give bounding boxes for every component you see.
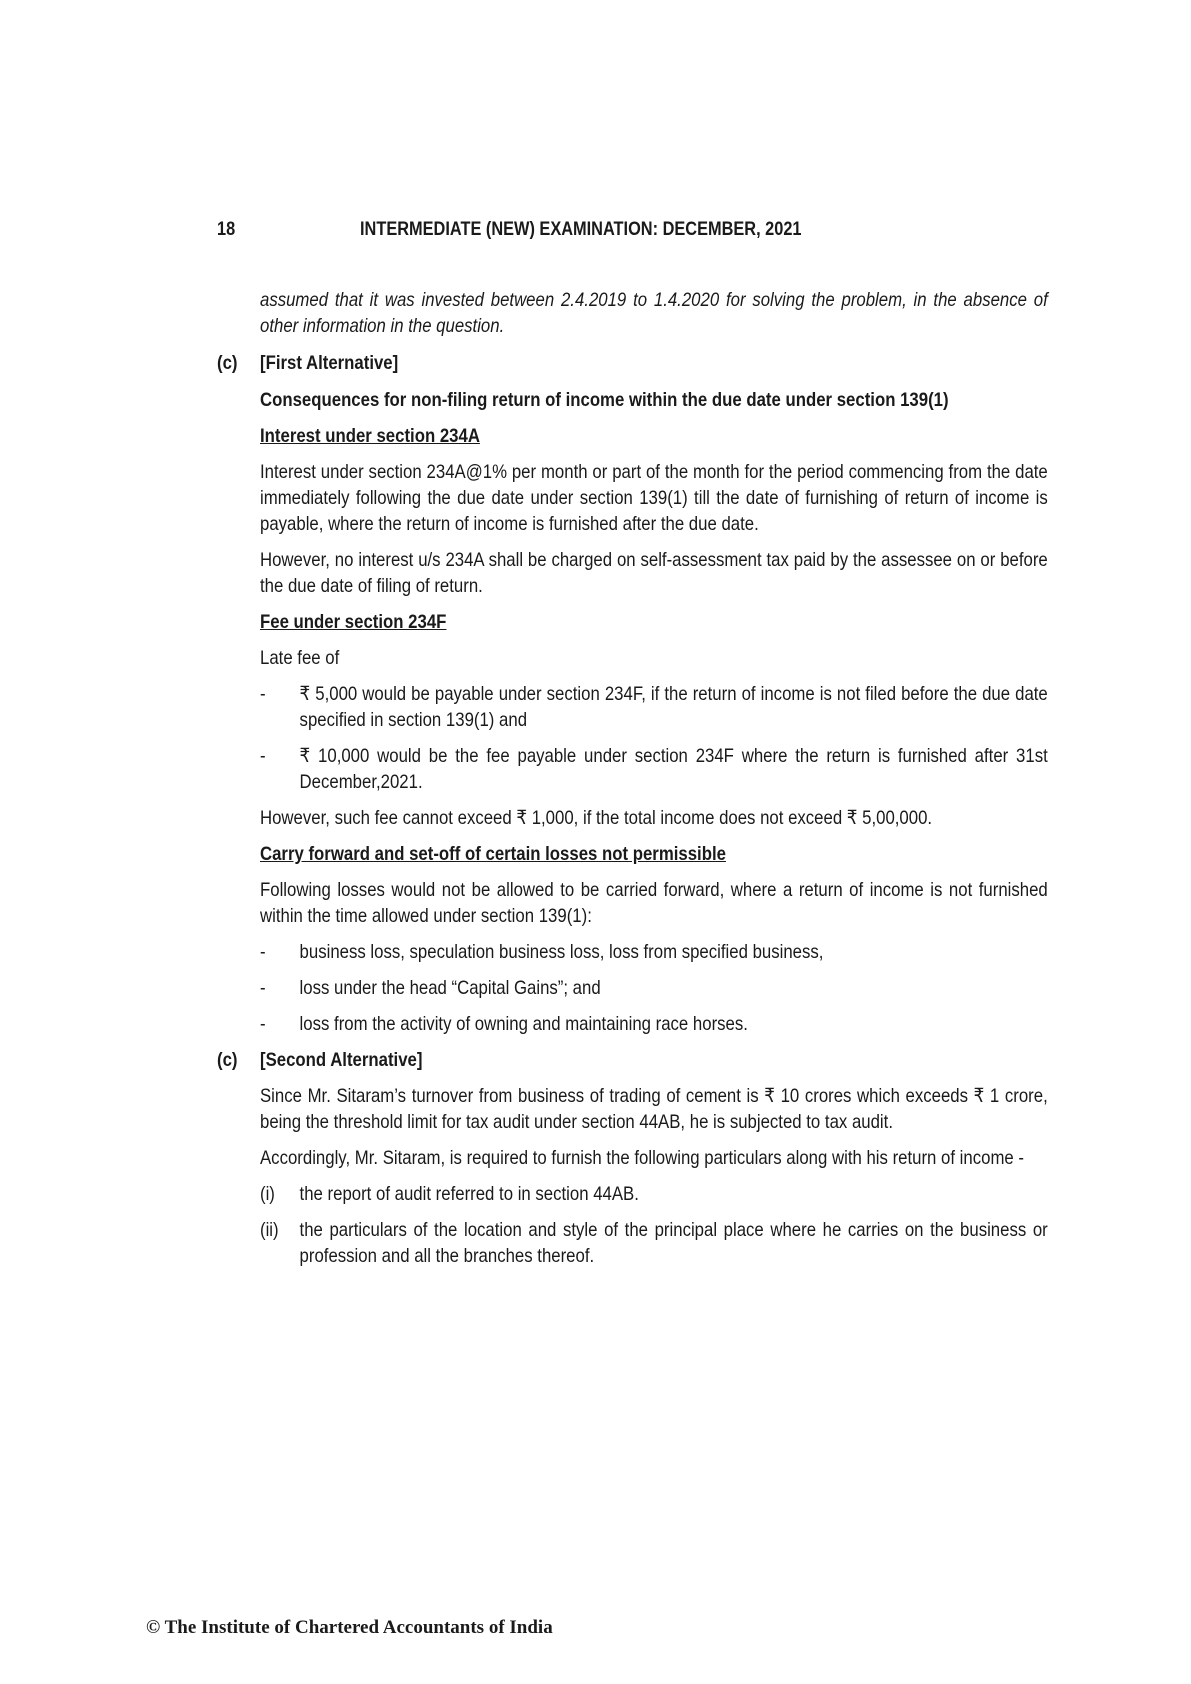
particulars-paragraph: Accordingly, Mr. Sitaram, is required to furnish the following particulars along with his return of income - <box>260 1147 1024 1169</box>
interest-heading: Interest under section 234A <box>260 425 480 447</box>
consequences-subheading: Consequences for non-filing return of income within the due date under section 139(1) <box>260 389 949 411</box>
item-text: the report of audit referred to in section 44AB. <box>299 1183 639 1205</box>
copyright-footer: © The Institute of Chartered Accountants of India <box>146 1617 553 1638</box>
list-item: - loss under the head “Capital Gains”; and <box>260 975 1048 1001</box>
list-item <box>260 1181 1048 1207</box>
carry-forward-heading: Carry forward and set-off of certain losses not permissible <box>260 843 726 865</box>
section-heading: [Second Alternative] <box>260 1049 423 1071</box>
list-item <box>260 1217 1048 1269</box>
section-label: (c) <box>217 1049 238 1071</box>
interest-paragraph: Interest under section 234A@1% per month or part of the month for the period commencing from the date immediately following the due date under section 139(1) till the date of furnishing of return of income is payable, where the return of income is furnished after the due date. <box>260 461 1048 535</box>
loss-bullet-text: business loss, speculation business loss, loss from specified business, <box>299 941 824 963</box>
list-item: - business loss, speculation business loss, loss from specified business, <box>260 939 1048 965</box>
loss-bullet-text: loss from the activity of owning and maintaining race horses. <box>299 1013 748 1035</box>
item-number: (ii) <box>260 1219 279 1241</box>
second-alternative-heading-row <box>217 1047 1077 1073</box>
first-alternative-heading-row <box>217 350 1077 376</box>
interest-exception-paragraph: However, no interest u/s 234A shall be charged on self-assessment tax paid by the assessee on or before the due date of filing of return. <box>260 549 1048 597</box>
fee-limit-note: However, such fee cannot exceed ₹ 1,000, if the total income does not exceed ₹ 5,00,000. <box>260 807 933 829</box>
page-header-title: INTERMEDIATE (NEW) EXAMINATION: DECEMBER, 2021 <box>360 219 802 240</box>
page-number: 18 <box>217 219 236 240</box>
list-item: - loss from the activity of owning and maintaining race horses. <box>260 1011 1048 1037</box>
intro-italic-text: assumed that it was invested between 2.4.2019 to 1.4.2020 for solving the problem, in the absence of other information in the question. <box>260 289 1048 337</box>
list-item: - ₹ 10,000 would be the fee payable under section 234F where the return is furnished after 31st December,2021. <box>260 745 1048 793</box>
item-number: (i) <box>260 1183 275 1205</box>
item-text: the particulars of the location and style of the principal place where he carries on the business or profession and all the branches thereof. <box>299 1219 1048 1267</box>
loss-bullet-text: loss under the head “Capital Gains”; and <box>299 977 601 999</box>
section-heading: [First Alternative] <box>260 352 399 374</box>
fee-bullet-text: ₹ 10,000 would be the fee payable under section 234F where the return is furnished after 31st December,2021. <box>299 745 1048 793</box>
fee-intro: Late fee of <box>260 647 340 669</box>
tax-audit-paragraph: Since Mr. Sitaram’s turnover from business of trading of cement is ₹ 10 crores which exceeds ₹ 1 crore, being the threshold limit for tax audit under section 44AB, he is subjected to tax audit. <box>260 1085 1048 1133</box>
fee-heading: Fee under section 234F <box>260 611 447 633</box>
section-label: (c) <box>217 352 238 374</box>
carry-forward-intro: Following losses would not be allowed to be carried forward, where a return of income is not furnished within the time allowed under section 139(1): <box>260 879 1048 927</box>
fee-bullet-text: ₹ 5,000 would be payable under section 234F, if the return of income is not filed before the due date specified in section 139(1) and <box>299 683 1048 731</box>
page-content <box>217 287 1077 1269</box>
list-item: - ₹ 5,000 would be payable under section 234F, if the return of income is not filed before the due date specified in section 139(1) and <box>260 683 1048 731</box>
